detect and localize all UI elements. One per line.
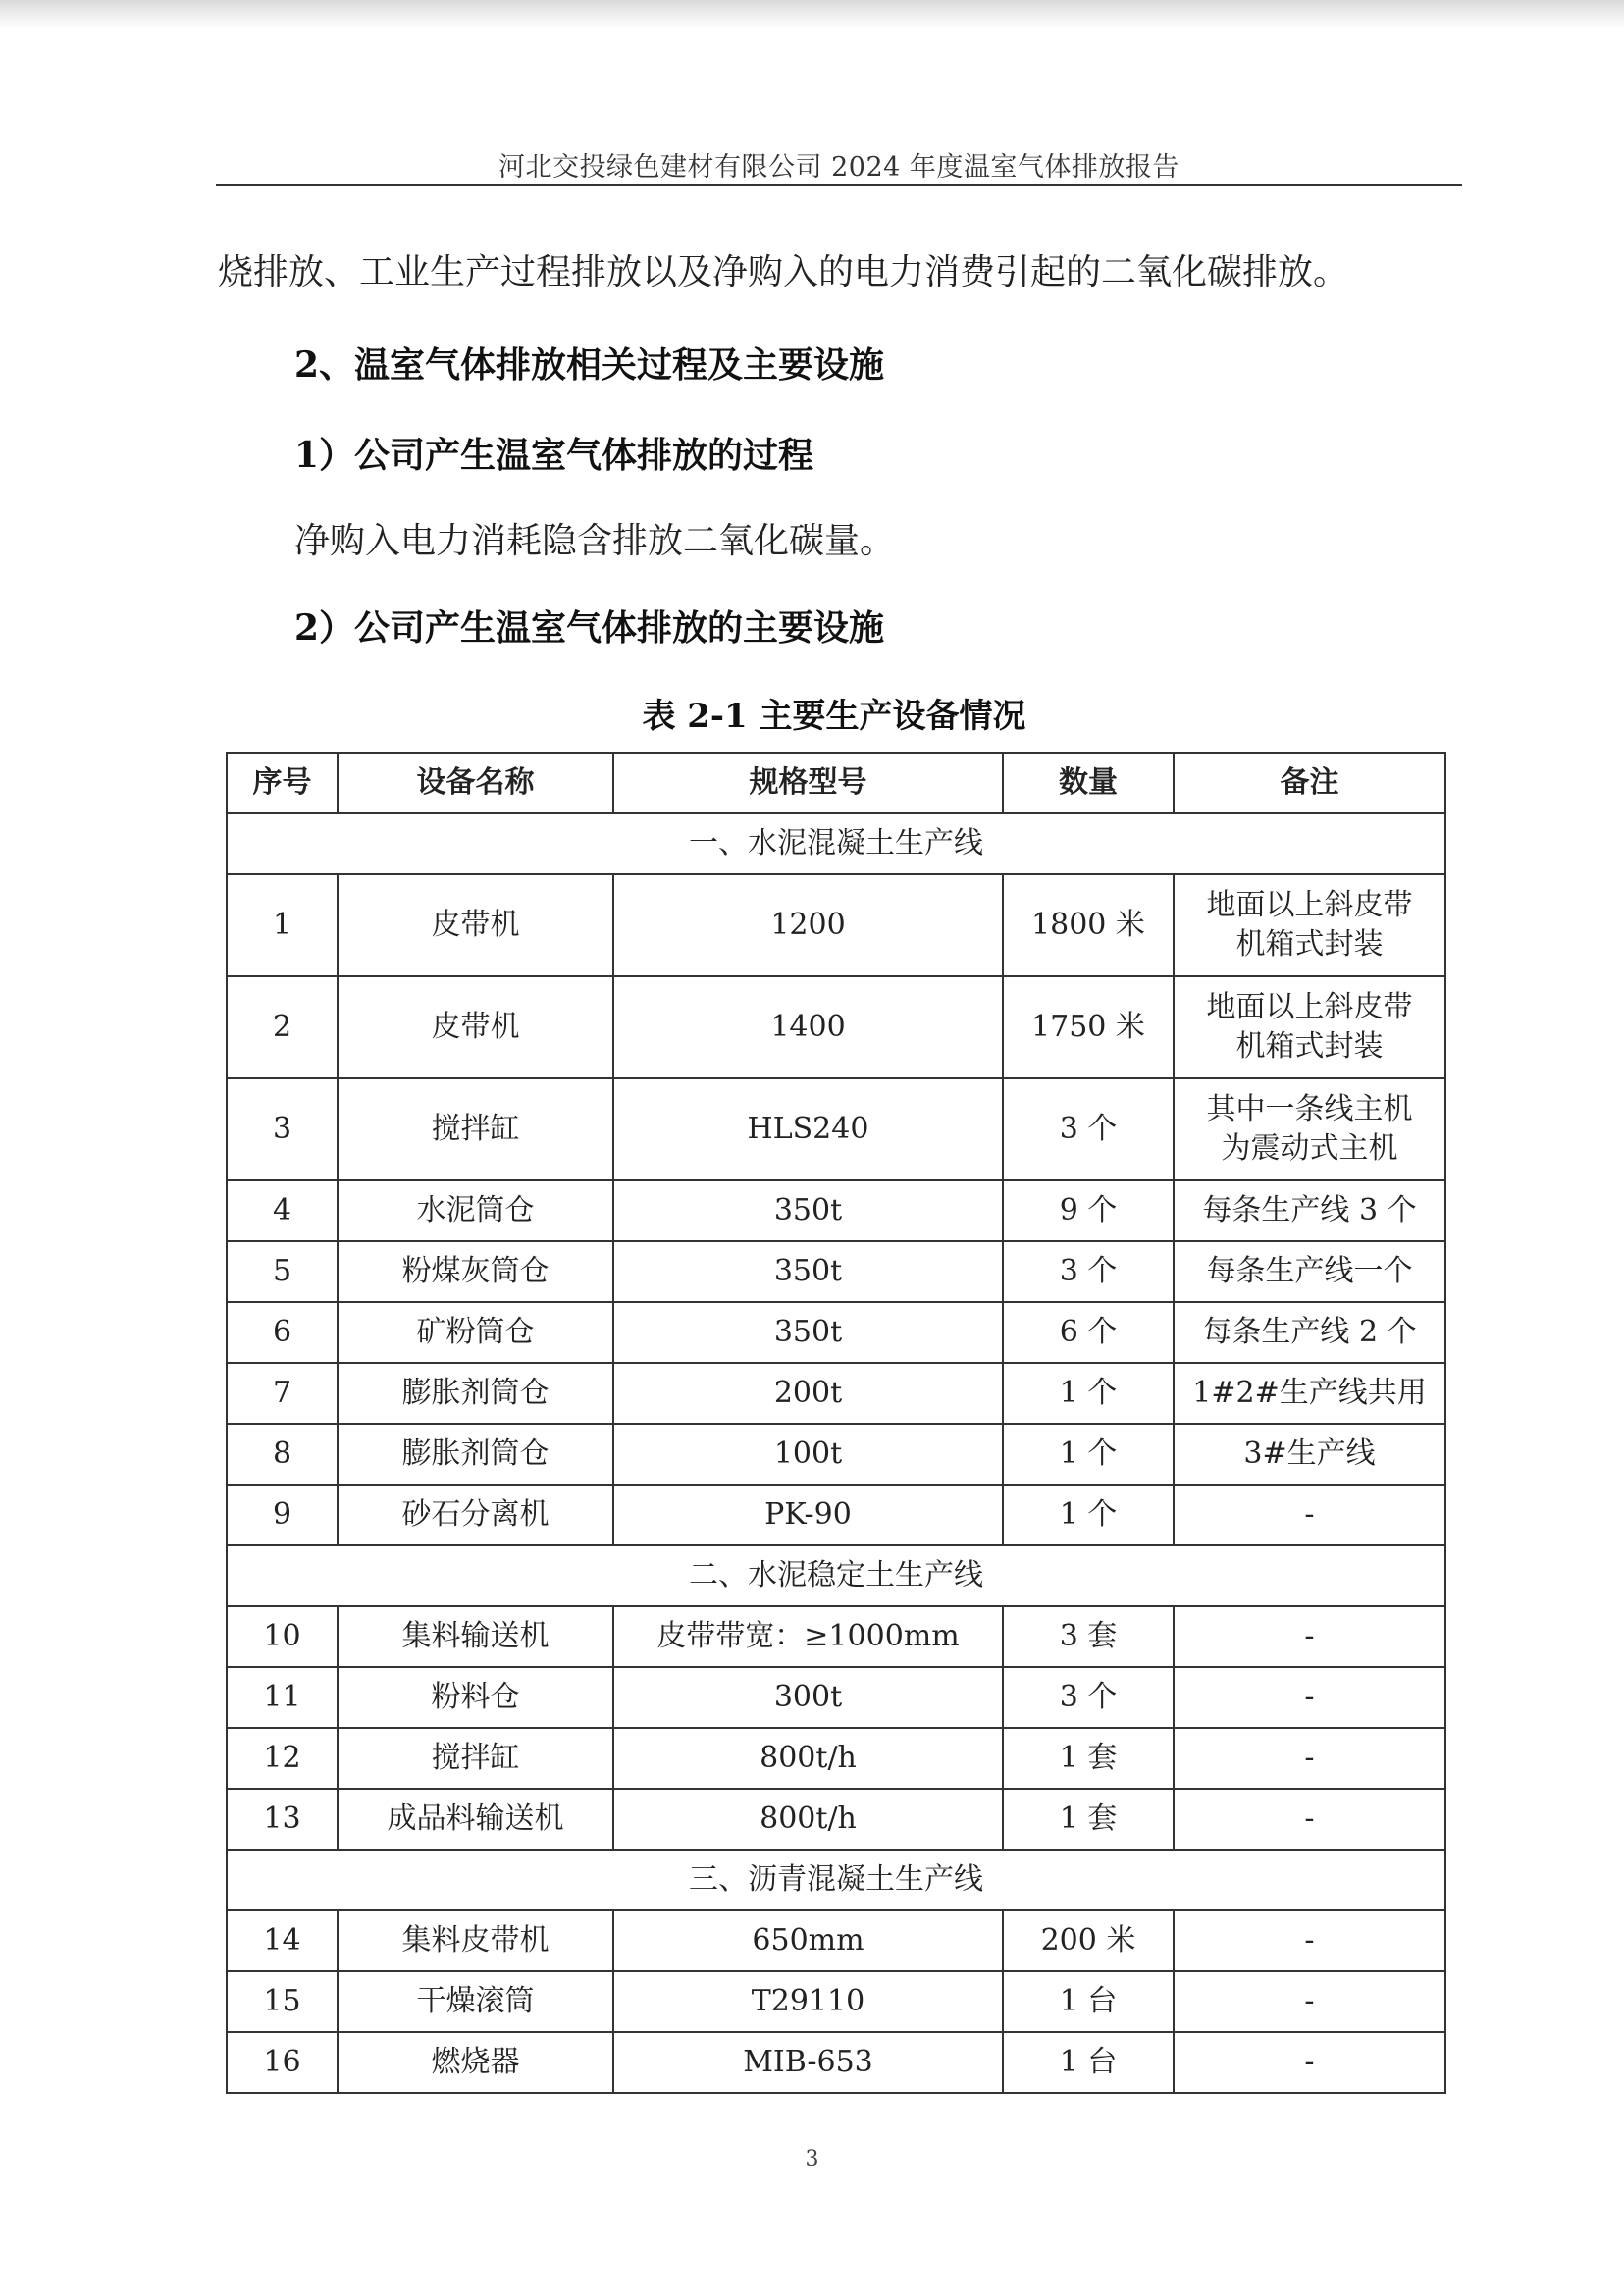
- table-row: [227, 1241, 1445, 1302]
- cell-spec: 350t: [613, 1180, 1003, 1241]
- table-body: [227, 813, 1445, 2093]
- note-line: -: [1304, 1923, 1315, 1957]
- cell-spec: MIB-653: [613, 2032, 1003, 2093]
- cell-no: 13: [227, 1789, 338, 1850]
- note-line: -: [1304, 2045, 1315, 2079]
- cell-note: [1174, 2032, 1445, 2093]
- table-row: [227, 1789, 1445, 1850]
- table-header-row: [227, 753, 1445, 813]
- table-row: [227, 1180, 1445, 1241]
- cell-note: [1174, 1606, 1445, 1667]
- table-row: [227, 2032, 1445, 2093]
- cell-spec: 350t: [613, 1302, 1003, 1363]
- cell-no: 14: [227, 1910, 338, 1971]
- cell-note: [1174, 1302, 1445, 1363]
- header-name: 设备名称: [338, 753, 613, 813]
- cell-no: 11: [227, 1667, 338, 1728]
- note-line: 3#生产线: [1243, 1436, 1376, 1471]
- note-line: -: [1304, 1801, 1315, 1836]
- cell-no: 8: [227, 1424, 338, 1485]
- cell-no: 2: [227, 976, 338, 1078]
- cell-spec: PK-90: [613, 1485, 1003, 1545]
- cell-note: [1174, 1363, 1445, 1424]
- section-title: 一、水泥混凝土生产线: [227, 813, 1445, 874]
- cell-qty: 3 套: [1003, 1606, 1174, 1667]
- table-row: [227, 1910, 1445, 1971]
- cell-note: [1174, 976, 1445, 1078]
- cell-no: 7: [227, 1363, 338, 1424]
- table-row: [227, 1971, 1445, 2032]
- section-heading: 2、温室气体排放相关过程及主要设施: [294, 344, 885, 386]
- cell-name: 粉料仓: [338, 1667, 613, 1728]
- table-row: [227, 1485, 1445, 1545]
- section-title: 三、沥青混凝土生产线: [227, 1850, 1445, 1910]
- cell-note: [1174, 1180, 1445, 1241]
- note-line: -: [1304, 1984, 1315, 2018]
- table-caption: 表 2-1 主要生产设备情况: [642, 697, 1026, 736]
- cell-spec: HLS240: [613, 1078, 1003, 1180]
- cell-no: 15: [227, 1971, 338, 2032]
- header-rule: [216, 184, 1462, 186]
- cell-note: [1174, 1728, 1445, 1789]
- note-line: 1#2#生产线共用: [1192, 1376, 1427, 1410]
- cell-qty: 1 套: [1003, 1728, 1174, 1789]
- table-row: [227, 1424, 1445, 1485]
- table-row: [227, 1667, 1445, 1728]
- table-row: [227, 1078, 1445, 1180]
- section-title: 二、水泥稳定土生产线: [227, 1545, 1445, 1606]
- table-row: [227, 976, 1445, 1078]
- cell-qty: 1 套: [1003, 1789, 1174, 1850]
- cell-no: 9: [227, 1485, 338, 1545]
- cell-qty: 1800 米: [1003, 874, 1174, 976]
- cell-name: 膨胀剂筒仓: [338, 1424, 613, 1485]
- cell-note: [1174, 1789, 1445, 1850]
- cell-note: [1174, 1424, 1445, 1485]
- cell-spec: 100t: [613, 1424, 1003, 1485]
- note-line: 为震动式主机: [1221, 1131, 1398, 1166]
- cell-note: [1174, 874, 1445, 976]
- note-line: 机箱式封装: [1235, 927, 1384, 962]
- note-line: 机箱式封装: [1235, 1029, 1384, 1064]
- cell-spec: 200t: [613, 1363, 1003, 1424]
- note-line: 每条生产线 3 个: [1202, 1193, 1417, 1227]
- header-no: 序号: [227, 753, 338, 813]
- cell-qty: 1 个: [1003, 1485, 1174, 1545]
- cell-name: 矿粉筒仓: [338, 1302, 613, 1363]
- cell-qty: 1 个: [1003, 1424, 1174, 1485]
- cell-qty: 200 米: [1003, 1910, 1174, 1971]
- header-note: 备注: [1174, 753, 1445, 813]
- cell-spec: 300t: [613, 1667, 1003, 1728]
- cell-name: 干燥滚筒: [338, 1971, 613, 2032]
- cell-note: [1174, 1667, 1445, 1728]
- page-number: 3: [805, 2147, 819, 2171]
- cell-name: 搅拌缸: [338, 1078, 613, 1180]
- table-section-row: [227, 1850, 1445, 1910]
- cell-name: 水泥筒仓: [338, 1180, 613, 1241]
- cell-name: 皮带机: [338, 874, 613, 976]
- cell-note: [1174, 1485, 1445, 1545]
- cell-spec: 皮带带宽：≥1000mm: [613, 1606, 1003, 1667]
- sub-heading-process: 1）公司产生温室气体排放的过程: [294, 435, 814, 476]
- cell-no: 3: [227, 1078, 338, 1180]
- cell-no: 12: [227, 1728, 338, 1789]
- cell-spec: 1200: [613, 874, 1003, 976]
- note-line: -: [1304, 1680, 1315, 1714]
- cell-qty: 3 个: [1003, 1241, 1174, 1302]
- cell-note: [1174, 1241, 1445, 1302]
- cell-name: 砂石分离机: [338, 1485, 613, 1545]
- cell-no: 10: [227, 1606, 338, 1667]
- cell-name: 燃烧器: [338, 2032, 613, 2093]
- note-line: 每条生产线 2 个: [1202, 1315, 1417, 1349]
- cell-qty: 6 个: [1003, 1302, 1174, 1363]
- cell-name: 皮带机: [338, 976, 613, 1078]
- cell-name: 集料输送机: [338, 1606, 613, 1667]
- cell-name: 粉煤灰筒仓: [338, 1241, 613, 1302]
- note-line: -: [1304, 1741, 1315, 1775]
- sub-heading-facilities: 2）公司产生温室气体排放的主要设施: [294, 607, 885, 649]
- header-qty: 数量: [1003, 753, 1174, 813]
- note-line: 其中一条线主机: [1206, 1092, 1413, 1126]
- table-section-row: [227, 813, 1445, 874]
- cell-note: [1174, 1971, 1445, 2032]
- cell-no: 4: [227, 1180, 338, 1241]
- cell-spec: T29110: [613, 1971, 1003, 2032]
- cell-no: 16: [227, 2032, 338, 2093]
- cell-qty: 1 台: [1003, 2032, 1174, 2093]
- cell-spec: 1400: [613, 976, 1003, 1078]
- cell-qty: 3 个: [1003, 1078, 1174, 1180]
- cell-name: 成品料输送机: [338, 1789, 613, 1850]
- process-description: 净购入电力消耗隐含排放二氧化碳量。: [294, 521, 896, 561]
- note-line: -: [1304, 1619, 1315, 1653]
- cell-name: 搅拌缸: [338, 1728, 613, 1789]
- cell-no: 1: [227, 874, 338, 976]
- table-row: [227, 1728, 1445, 1789]
- table-row: [227, 874, 1445, 976]
- table-row: [227, 1606, 1445, 1667]
- cell-no: 5: [227, 1241, 338, 1302]
- note-line: 每条生产线一个: [1206, 1254, 1413, 1288]
- cell-qty: 1 台: [1003, 1971, 1174, 2032]
- cell-spec: 350t: [613, 1241, 1003, 1302]
- scan-edge: [0, 0, 1624, 29]
- table-section-row: [227, 1545, 1445, 1606]
- running-header: 河北交投绿色建材有限公司 2024 年度温室气体排放报告: [498, 152, 1179, 183]
- cell-note: [1174, 1078, 1445, 1180]
- cell-qty: 1 个: [1003, 1363, 1174, 1424]
- cell-spec: 800t/h: [613, 1789, 1003, 1850]
- cell-qty: 1750 米: [1003, 976, 1174, 1078]
- cell-spec: 800t/h: [613, 1728, 1003, 1789]
- note-line: 地面以上斜皮带: [1206, 990, 1413, 1024]
- cell-qty: 9 个: [1003, 1180, 1174, 1241]
- note-line: 地面以上斜皮带: [1206, 888, 1413, 922]
- equipment-table: [226, 752, 1446, 2094]
- table-row: [227, 1302, 1445, 1363]
- cell-name: 集料皮带机: [338, 1910, 613, 1971]
- table-row: [227, 1363, 1445, 1424]
- continuation-paragraph: 烧排放、工业生产过程排放以及净购入的电力消费引起的二氧化碳排放。: [218, 252, 1349, 292]
- note-line: -: [1304, 1497, 1315, 1532]
- header-spec: 规格型号: [613, 753, 1003, 813]
- cell-note: [1174, 1910, 1445, 1971]
- cell-qty: 3 个: [1003, 1667, 1174, 1728]
- cell-name: 膨胀剂筒仓: [338, 1363, 613, 1424]
- cell-no: 6: [227, 1302, 338, 1363]
- cell-spec: 650mm: [613, 1910, 1003, 1971]
